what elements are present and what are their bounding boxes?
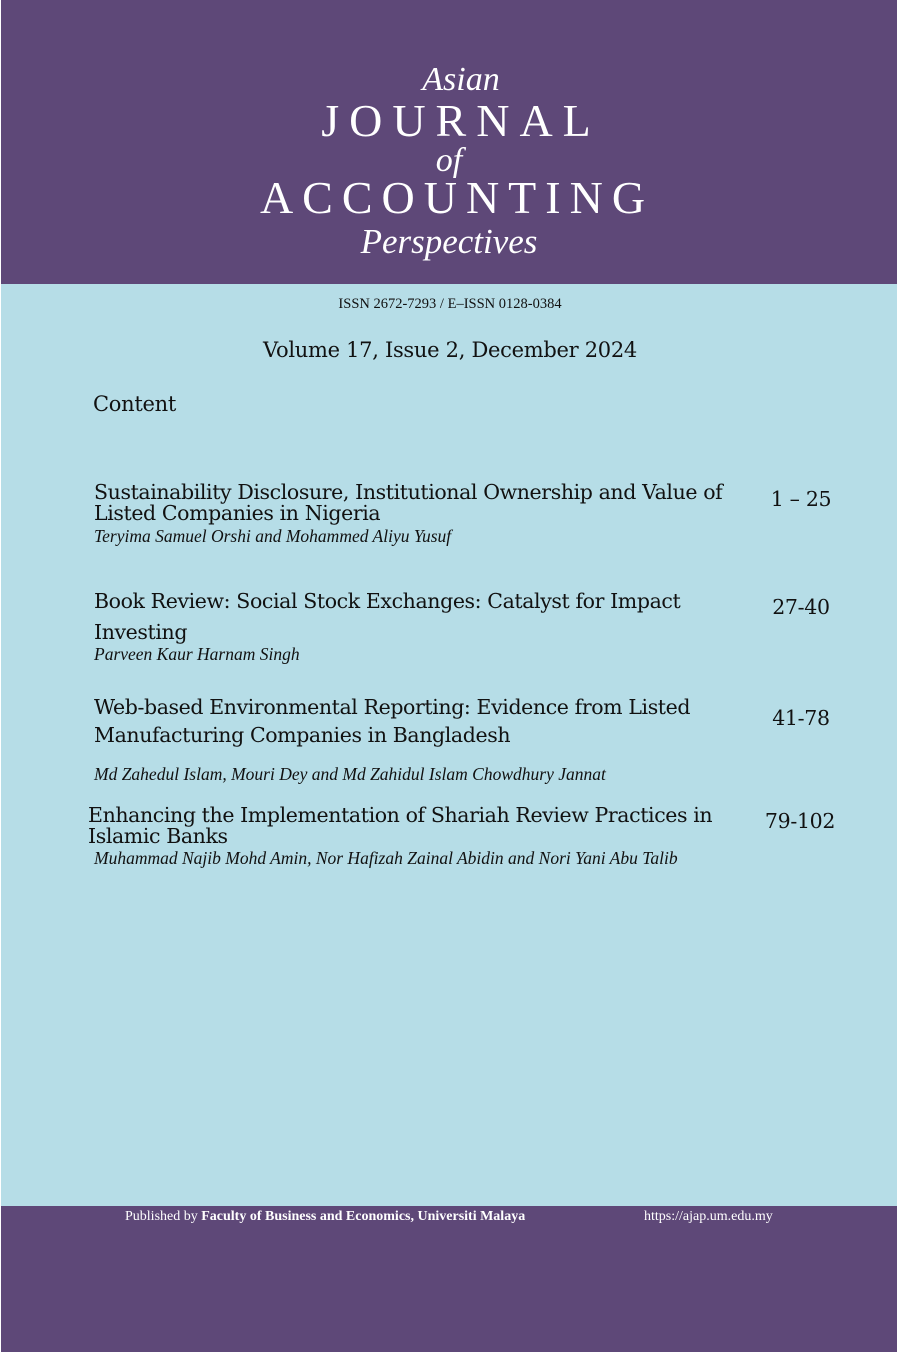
masthead-of: of bbox=[435, 142, 463, 179]
publisher-name: Faculty of Business and Economics, Universiti Malaya bbox=[201, 1209, 526, 1224]
masthead-accounting: ACCOUNTING bbox=[259, 172, 655, 223]
masthead-asian: Asian bbox=[422, 61, 500, 98]
masthead-journal: JOURNAL bbox=[321, 95, 601, 146]
article-pages: 27-40 bbox=[772, 595, 830, 619]
article-title[interactable]: Enhancing the Implementation of Shariah Review Practices in Islamic Banks bbox=[88, 803, 713, 848]
article-pages: 41-78 bbox=[772, 706, 830, 730]
article-title[interactable]: Web-based Environmental Reporting: Evidence from Listed Manufacturing Companies in Bangladesh bbox=[94, 695, 691, 747]
article-authors: Muhammad Najib Mohd Amin, Nor Hafizah Zainal Abidin and Nori Yani Abu Talib bbox=[94, 848, 678, 868]
footer-banner bbox=[1, 1206, 897, 1352]
article-authors: Teryima Samuel Orshi and Mohammed Aliyu Yusuf bbox=[94, 526, 452, 546]
article-authors: Md Zahedul Islam, Mouri Dey and Md Zahidul Islam Chowdhury Jannat bbox=[94, 764, 606, 784]
content-heading: Content bbox=[93, 392, 176, 416]
journal-cover bbox=[1, 0, 897, 1352]
masthead-perspectives: Perspectives bbox=[360, 222, 538, 261]
article-authors: Parveen Kaur Harnam Singh bbox=[94, 644, 300, 664]
journal-url[interactable]: https://ajap.um.edu.my bbox=[644, 1209, 773, 1224]
article-pages: 79-102 bbox=[764, 809, 836, 833]
article-title[interactable]: Sustainability Disclosure, Institutional Ownership and Value of Listed Companies in Nigeria bbox=[94, 480, 723, 525]
article-pages: 1 – 25 bbox=[770, 487, 832, 511]
issn-line: ISSN 2672-7293 / E–ISSN 0128-0384 bbox=[338, 296, 562, 312]
volume-line: Volume 17, Issue 2, December 2024 bbox=[263, 338, 637, 362]
publisher-line bbox=[125, 1209, 525, 1225]
article-title[interactable]: Book Review: Social Stock Exchanges: Catalyst for Impact Investing bbox=[94, 589, 681, 644]
published-prefix: Published by bbox=[125, 1209, 198, 1224]
